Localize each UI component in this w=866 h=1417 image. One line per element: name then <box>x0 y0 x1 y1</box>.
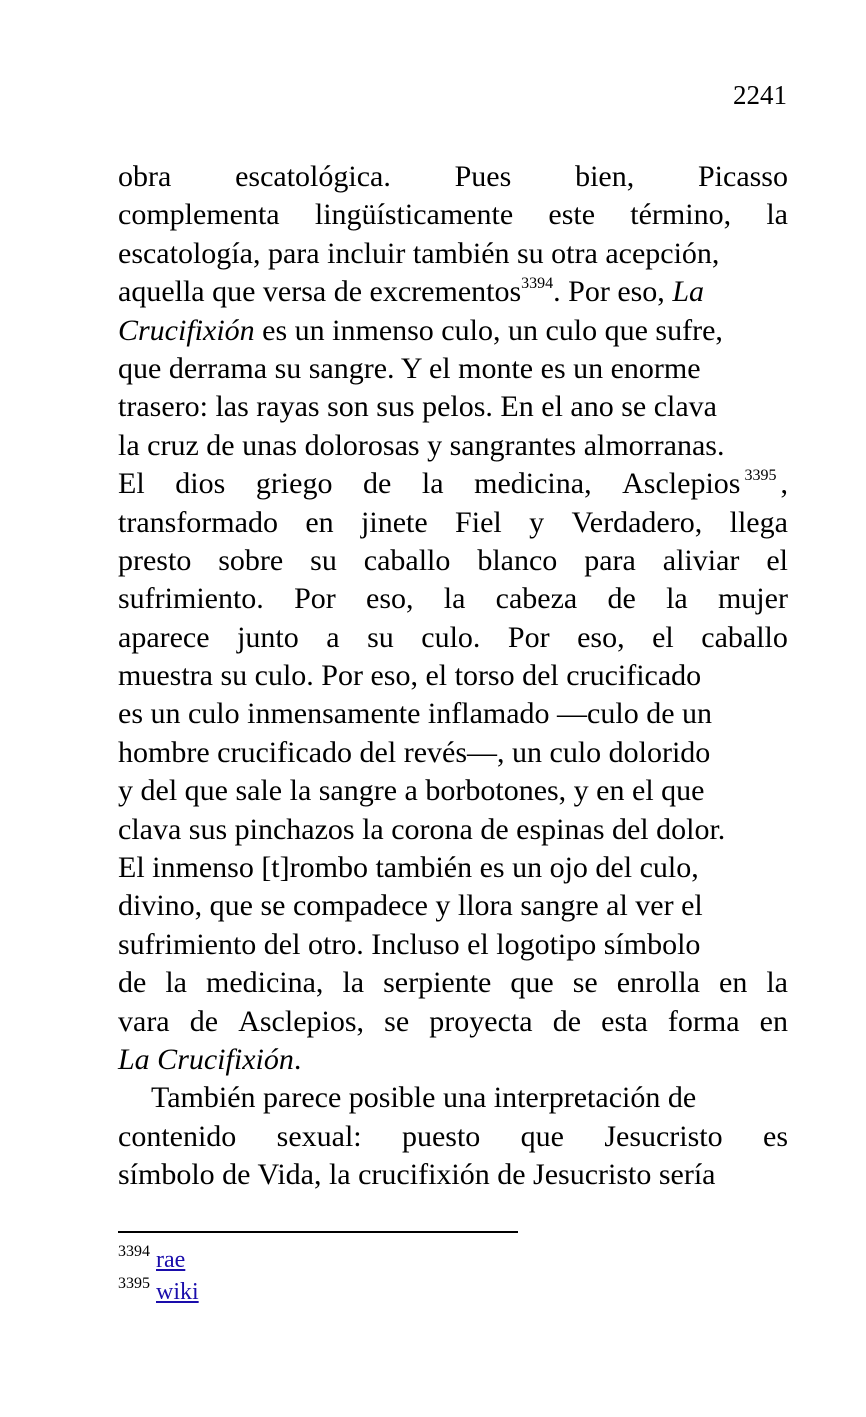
text-line: contenido sexual: puesto que Jesucristo es <box>118 1119 788 1153</box>
text-line: complementa lingüísticamente este término, la <box>118 198 788 232</box>
text-line: El inmenso [t]rombo también es un ojo del culo, <box>118 851 699 885</box>
text-line: aparece junto a su culo. Por eso, el caballo <box>118 620 788 654</box>
footnote-link-wiki[interactable]: wiki <box>156 1279 199 1305</box>
text-line: El dios griego de la medicina, Asclepios $^{3395}$ , <box>118 467 788 501</box>
text-line: hombre crucificado del revés—, un culo dolorido <box>118 735 711 769</box>
footnote-reference: 3395 <box>744 467 777 485</box>
footnote-number: 3394 <box>118 1243 150 1260</box>
text-line: trasero: las rayas son sus pelos. En el ano se clava <box>118 390 717 424</box>
text-line: aquella que versa de excrementos$^{3394}$. Por eso, La <box>118 275 704 309</box>
text-line: También parece posible una interpretación de <box>151 1081 697 1115</box>
footnote-separator <box>118 1231 518 1233</box>
text-line: sufrimiento. Por eso, la cabeza de la mujer <box>118 582 788 616</box>
footnote-link-rae[interactable]: rae <box>156 1247 186 1273</box>
text-line: de la medicina, la serpiente que se enrolla en la <box>118 966 788 1000</box>
text-line: obra escatológica. Pues bien, Picasso <box>118 160 788 193</box>
footnote-number: 3395 <box>118 1275 150 1292</box>
text-line: escatología, para incluir también su otra acepción, <box>118 236 720 270</box>
text-line: presto sobre su caballo blanco para aliviar el <box>118 543 788 577</box>
text-line: clava sus pinchazos la corona de espinas del dolor. <box>118 812 726 846</box>
italic-title: La <box>672 275 704 309</box>
text-line: Crucifixión es un inmenso culo, un culo que sufre, <box>118 313 723 347</box>
text-line: divino, que se compadece y llora sangre al ver el <box>118 889 703 923</box>
text-line: vara de Asclepios, se proyecta de esta forma en <box>118 1004 788 1038</box>
text-line: transformado en jinete Fiel y Verdadero, llega <box>118 505 788 539</box>
text-line: que derrama su sangre. Y el monte es un enorme <box>118 351 701 385</box>
footnote <box>118 1276 199 1308</box>
body-text <box>118 158 788 1195</box>
text-line: la cruz de unas dolorosas y sangrantes almorranas. <box>118 428 725 462</box>
text-line: muestra su culo. Por eso, el torso del crucificado <box>118 659 702 693</box>
footnotes <box>118 1244 199 1308</box>
footnote-reference: 3394 <box>521 275 554 293</box>
italic-title: Crucifixión <box>118 313 255 347</box>
text-line: símbolo de Vida, la crucifixión de Jesucristo sería <box>118 1158 716 1192</box>
text-line: y del que sale la sangre a borbotones, y en el que <box>118 774 705 808</box>
italic-title: La Crucifixión <box>118 1042 294 1076</box>
footnote <box>118 1244 199 1276</box>
text-line: La Crucifixión. <box>118 1042 302 1076</box>
text-line: es un culo inmensamente inflamado —culo de un <box>118 697 713 731</box>
page-number: 2241 <box>733 80 787 110</box>
text-line: sufrimiento del otro. Incluso el logotipo símbolo <box>118 927 701 961</box>
